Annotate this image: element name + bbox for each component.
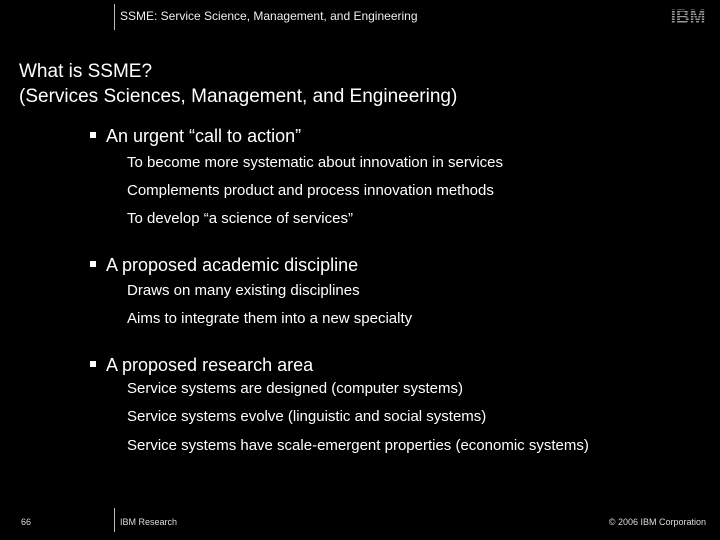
square-bullet-icon xyxy=(90,132,96,138)
sub-item: Draws on many existing disciplines xyxy=(127,282,360,299)
footer-divider xyxy=(114,508,115,532)
page-number: 66 xyxy=(21,517,32,527)
ibm-logo-text: IBM xyxy=(670,7,706,26)
bullet-label: A proposed research area xyxy=(106,355,314,375)
bullet-label: A proposed academic discipline xyxy=(106,255,359,275)
square-bullet-icon xyxy=(90,261,96,267)
sub-item: Aims to integrate them into a new specialty xyxy=(127,310,413,327)
bullet-label: An urgent “call to action” xyxy=(106,126,302,146)
slide-header xyxy=(0,0,720,34)
slide-title-line-1: What is SSME? xyxy=(19,61,153,82)
sub-item: Service systems evolve (linguistic and social systems) xyxy=(127,408,487,425)
square-bullet-icon xyxy=(90,361,96,367)
bullet-item xyxy=(90,255,358,276)
sub-item: To develop “a science of services” xyxy=(127,210,353,227)
sub-item: Complements product and process innovation methods xyxy=(127,182,494,199)
sub-item: Service systems have scale-emergent properties (economic systems) xyxy=(127,437,589,454)
header-title: SSME: Service Science, Management, and Engineering xyxy=(120,9,418,23)
header-divider xyxy=(114,4,115,30)
sub-item: Service systems are designed (computer systems) xyxy=(127,380,463,397)
bullet-item xyxy=(90,355,313,376)
footer-copyright: © 2006 IBM Corporation xyxy=(608,517,706,527)
bullet-item xyxy=(90,126,301,147)
slide-title xyxy=(19,59,457,109)
sub-item: To become more systematic about innovation in services xyxy=(127,154,504,171)
slide-title-line-2: (Services Sciences, Management, and Engineering) xyxy=(19,86,458,107)
footer-org: IBM Research xyxy=(120,517,178,527)
slide-footer xyxy=(0,508,720,540)
ibm-logo xyxy=(663,6,713,26)
